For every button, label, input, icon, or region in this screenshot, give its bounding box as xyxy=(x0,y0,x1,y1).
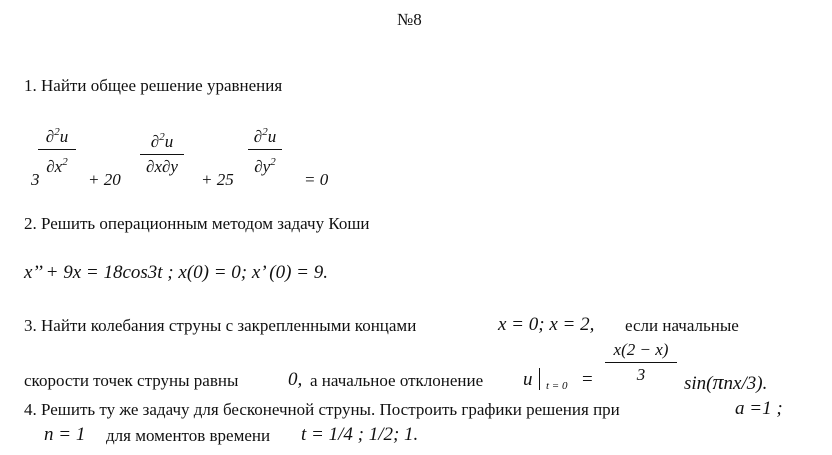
fraction-numerator: ∂$^2$u xyxy=(253,126,277,146)
fraction-numerator: ∂$^2$u xyxy=(150,131,174,151)
task1-text: 1. Найти общее решение уравнения xyxy=(24,76,283,95)
task3-sine: sin(πnx/3). xyxy=(684,369,768,394)
task2-equation: x’’ + 9x = 18cos3t ; x(0) = 0; x’ (0) = 9. xyxy=(24,262,328,283)
page-title: №8 xyxy=(397,10,422,29)
fraction-bar xyxy=(140,154,184,155)
task3-ends: x = 0; x = 2, xyxy=(498,314,595,335)
task1-fraction-1 xyxy=(38,122,76,177)
task4-n-value: n = 1 xyxy=(44,424,86,445)
task3-fraction xyxy=(605,340,677,385)
task1-coef1: 3 xyxy=(31,170,40,189)
task3-u-subscript: t = 0 xyxy=(546,380,568,392)
fraction-numerator: ∂$^2$u xyxy=(45,126,69,146)
evaluation-bar xyxy=(539,368,540,390)
fraction-bar xyxy=(248,149,282,150)
task4-a-value: a =1 ; xyxy=(735,398,783,419)
task2-text: 2. Решить операционным методом задачу Коши xyxy=(24,214,370,233)
fraction-bar xyxy=(38,149,76,150)
task1-plus-20: + 20 xyxy=(88,170,121,189)
task1-fraction-2 xyxy=(140,127,184,177)
task3-equals: = xyxy=(582,369,593,390)
task3-u: u xyxy=(523,369,533,390)
task4-line2-text: для моментов времени xyxy=(106,426,271,445)
task4-time-values: t = 1/4 ; 1/2; 1. xyxy=(301,424,419,445)
task1-fraction-3 xyxy=(248,122,282,177)
task4-line1-text: 4. Решить ту же задачу для бесконечной струны. Построить графики решения при xyxy=(24,400,620,419)
task1-rhs: = 0 xyxy=(304,170,329,189)
task3-text2: если начальные xyxy=(625,316,739,335)
task3-line2-text: скорости точек струны равны xyxy=(24,371,239,390)
fraction-numerator: x(2 − x) xyxy=(613,340,669,359)
task1-plus-25: + 25 xyxy=(201,170,234,189)
fraction-denominator: 3 xyxy=(636,365,646,384)
task3-zero: 0, xyxy=(288,369,303,390)
fraction-bar xyxy=(605,362,677,363)
fraction-denominator: ∂x∂y xyxy=(146,157,178,176)
task3-text: 3. Найти колебания струны с закрепленными концами xyxy=(24,316,417,335)
fraction-denominator: $\partial y^2$ xyxy=(254,156,276,176)
fraction-denominator: $\partial x^2$ xyxy=(46,156,68,176)
task3-line2-text2: а начальное отклонение xyxy=(310,371,484,390)
